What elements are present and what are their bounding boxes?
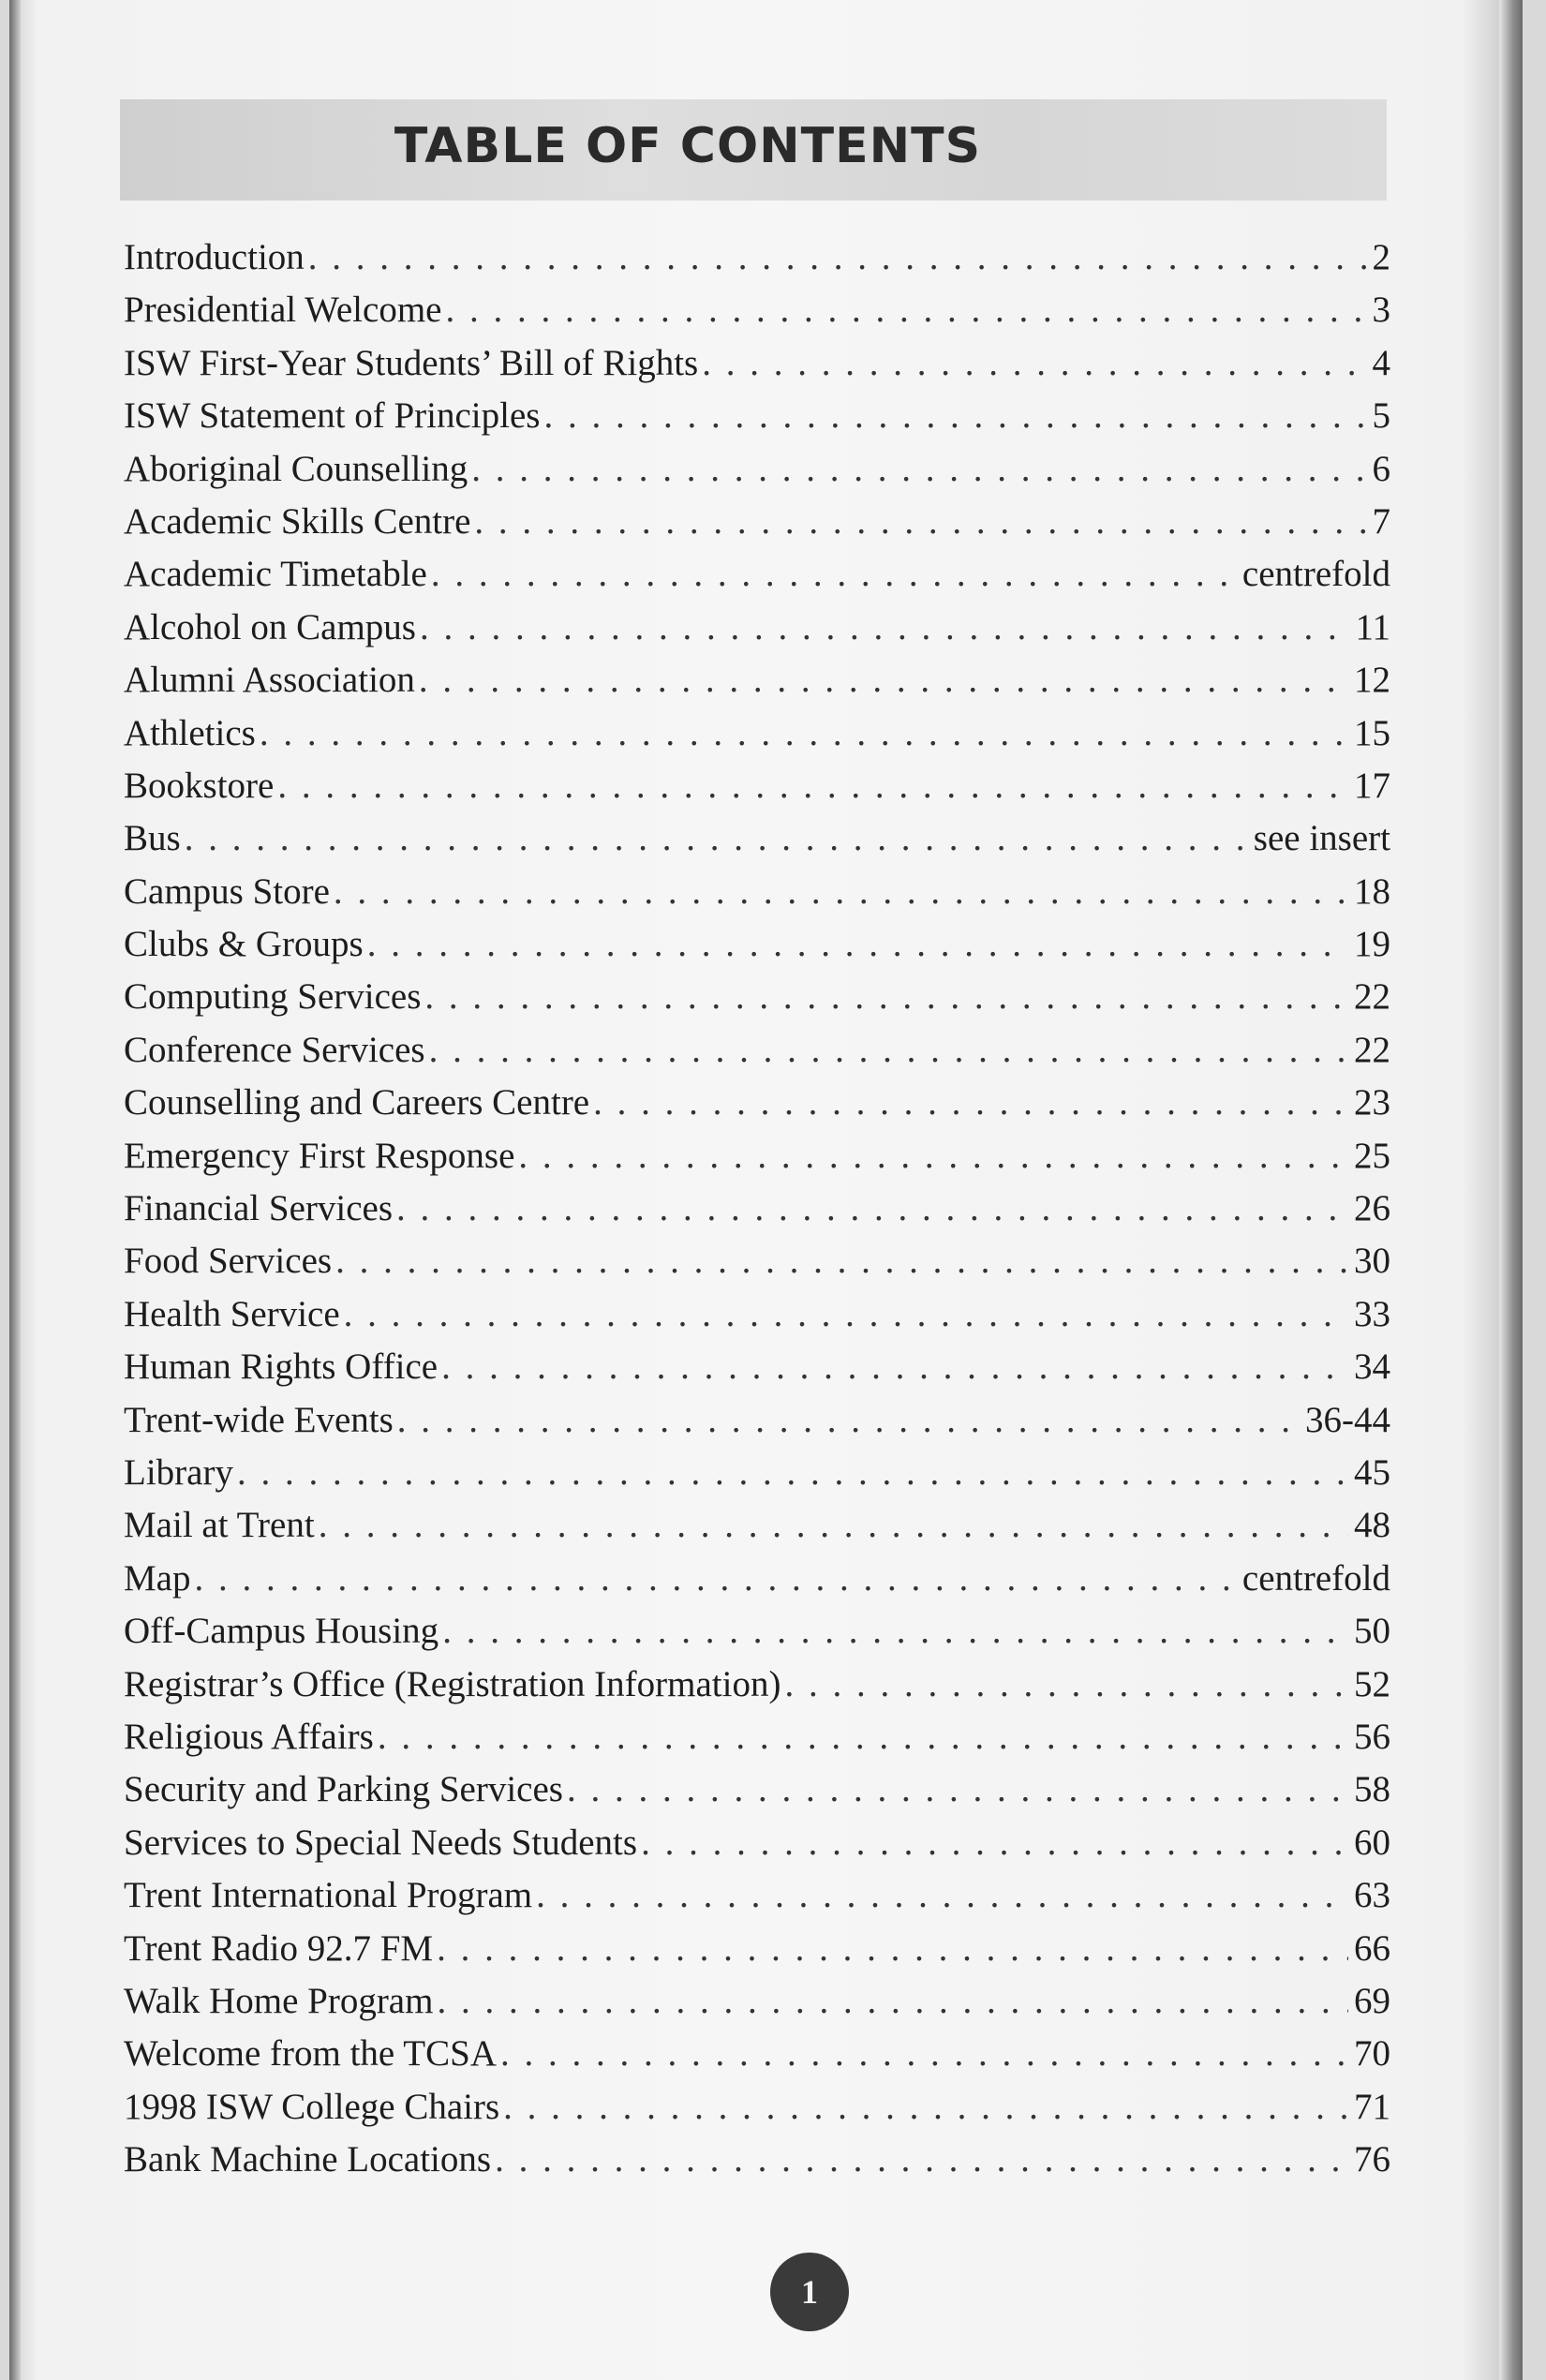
toc-entry-label: Security and Parking Services bbox=[124, 1769, 563, 1810]
dot-leader bbox=[518, 1130, 1348, 1183]
dot-leader bbox=[641, 1817, 1348, 1869]
toc-entry bbox=[124, 707, 1390, 760]
toc-entry-page: 25 bbox=[1354, 1135, 1390, 1176]
dot-leader bbox=[419, 654, 1348, 707]
toc-entry-label: Trent Radio 92.7 FM bbox=[124, 1927, 434, 1969]
toc-entry-label: Alcohol on Campus bbox=[124, 606, 416, 647]
toc-entry-label: Bookstore bbox=[124, 765, 275, 806]
toc-entry-page: 70 bbox=[1354, 2033, 1390, 2075]
toc-entry-label: Off-Campus Housing bbox=[124, 1611, 439, 1652]
toc-entry-label: Academic Skills Centre bbox=[124, 500, 471, 542]
toc-entry bbox=[124, 1288, 1390, 1341]
toc-entry-label: ISW First-Year Students’ Bill of Rights bbox=[124, 342, 699, 383]
toc-entry-page: 30 bbox=[1354, 1241, 1390, 1282]
toc-entry-page: 36-44 bbox=[1305, 1399, 1390, 1440]
dot-leader bbox=[536, 1869, 1348, 1922]
dot-leader bbox=[442, 1605, 1348, 1658]
toc-entry-label: Registrar’s Office (Registration Information) bbox=[124, 1663, 781, 1704]
toc-entry-label: Human Rights Office bbox=[124, 1346, 439, 1388]
toc-entry-label: Athletics bbox=[124, 712, 256, 753]
toc-entry-label: Aboriginal Counselling bbox=[124, 448, 468, 489]
dot-leader bbox=[397, 1394, 1300, 1447]
toc-entry-page: see insert bbox=[1253, 818, 1390, 859]
toc-entry bbox=[124, 2081, 1390, 2134]
toc-entry-page: 6 bbox=[1372, 448, 1390, 489]
toc-entry-label: Health Service bbox=[124, 1293, 340, 1334]
toc-entry-label: Emergency First Response bbox=[124, 1135, 515, 1176]
toc-entry-page: 71 bbox=[1354, 2086, 1390, 2127]
toc-entry-label: Clubs & Groups bbox=[124, 924, 364, 965]
toc-entry bbox=[124, 654, 1390, 707]
toc-entry-page: centrefold bbox=[1241, 1557, 1390, 1599]
toc-entry bbox=[124, 1975, 1390, 2028]
toc-entry-label: ISW Statement of Principles bbox=[124, 395, 541, 437]
dot-leader bbox=[702, 337, 1366, 390]
toc-entry-page: 3 bbox=[1372, 290, 1390, 331]
toc-entry-label: Walk Home Program bbox=[124, 1980, 434, 2021]
dot-leader bbox=[319, 1499, 1348, 1552]
toc-entry-label: 1998 ISW College Chairs bbox=[124, 2086, 500, 2127]
toc-entry-label: Alumni Association bbox=[124, 660, 415, 701]
toc-entry bbox=[124, 337, 1390, 390]
dot-leader bbox=[344, 1288, 1348, 1341]
toc-entry bbox=[124, 548, 1390, 601]
toc-entry bbox=[124, 812, 1390, 865]
toc-entry-label: Computing Services bbox=[124, 976, 422, 1018]
toc-entry-label: Services to Special Needs Students bbox=[124, 1822, 638, 1863]
dot-leader bbox=[431, 548, 1237, 601]
dot-leader bbox=[429, 1024, 1348, 1077]
toc-entry-label: Food Services bbox=[124, 1241, 333, 1282]
page-number: 1 bbox=[770, 2253, 849, 2331]
toc-entry-page: 34 bbox=[1354, 1346, 1390, 1388]
toc-entry bbox=[124, 1923, 1390, 1975]
toc-entry-page: centrefold bbox=[1241, 554, 1390, 595]
toc-entry bbox=[124, 284, 1390, 336]
dot-leader bbox=[495, 2134, 1348, 2186]
toc-entry-label: Trent-wide Events bbox=[124, 1399, 394, 1440]
toc-entry bbox=[124, 1341, 1390, 1393]
toc-entry-page: 17 bbox=[1354, 765, 1390, 806]
toc-entry-page: 69 bbox=[1354, 1980, 1390, 2021]
toc-entry-page: 19 bbox=[1354, 924, 1390, 965]
dot-leader bbox=[437, 1975, 1348, 2028]
toc-entry-page: 33 bbox=[1354, 1293, 1390, 1334]
dot-leader bbox=[335, 1235, 1348, 1287]
toc-entry-label: Campus Store bbox=[124, 870, 330, 912]
toc-entry bbox=[124, 760, 1390, 812]
toc-entry-page: 11 bbox=[1355, 606, 1390, 647]
dot-leader bbox=[503, 2081, 1348, 2134]
toc-entry bbox=[124, 971, 1390, 1023]
toc-entry-page: 76 bbox=[1354, 2139, 1390, 2180]
dot-leader bbox=[334, 866, 1348, 918]
dot-leader bbox=[195, 1553, 1237, 1605]
dot-leader bbox=[471, 443, 1366, 496]
toc-entry-label: Bus bbox=[124, 818, 181, 859]
dot-leader bbox=[424, 971, 1348, 1023]
dot-leader bbox=[237, 1447, 1348, 1499]
toc-entry bbox=[124, 1077, 1390, 1129]
toc-entry bbox=[124, 1553, 1390, 1605]
toc-entry-page: 26 bbox=[1354, 1188, 1390, 1229]
toc-entry-label: Financial Services bbox=[124, 1188, 393, 1229]
page-right-edge bbox=[1499, 0, 1523, 2380]
toc-entry bbox=[124, 1447, 1390, 1499]
toc-entry-label: Welcome from the TCSA bbox=[124, 2033, 497, 2075]
dot-leader bbox=[500, 2028, 1348, 2080]
dot-leader bbox=[567, 1763, 1348, 1816]
toc-entry bbox=[124, 2134, 1390, 2186]
toc-entry bbox=[124, 1659, 1390, 1711]
toc-entry-label: Trent International Program bbox=[124, 1875, 533, 1916]
toc-entry-page: 22 bbox=[1354, 1029, 1390, 1070]
toc-entry-page: 48 bbox=[1354, 1505, 1390, 1546]
toc-entry bbox=[124, 1235, 1390, 1287]
dot-leader bbox=[420, 602, 1349, 654]
toc-entry-page: 45 bbox=[1354, 1451, 1390, 1493]
toc-entry bbox=[124, 1869, 1390, 1922]
toc-entry-label: Mail at Trent bbox=[124, 1505, 315, 1546]
toc-entry-page: 52 bbox=[1354, 1663, 1390, 1704]
toc-entry bbox=[124, 1394, 1390, 1447]
toc-entry-label: Counselling and Careers Centre bbox=[124, 1082, 590, 1123]
toc-entry-label: Library bbox=[124, 1451, 233, 1493]
dot-leader bbox=[185, 812, 1248, 865]
toc-entry-page: 58 bbox=[1354, 1769, 1390, 1810]
toc-entry bbox=[124, 231, 1390, 284]
document-page bbox=[9, 0, 1523, 2380]
toc-entry bbox=[124, 1024, 1390, 1077]
dot-leader bbox=[441, 1341, 1348, 1393]
dot-leader bbox=[378, 1711, 1348, 1763]
toc-entry bbox=[124, 866, 1390, 918]
toc-entry-label: Religious Affairs bbox=[124, 1716, 374, 1757]
toc-entry-page: 5 bbox=[1372, 395, 1390, 437]
dot-leader bbox=[308, 231, 1367, 284]
dot-leader bbox=[593, 1077, 1348, 1129]
toc-entry-label: Map bbox=[124, 1557, 191, 1599]
dot-leader bbox=[277, 760, 1348, 812]
toc-entry-page: 23 bbox=[1354, 1082, 1390, 1123]
toc-entry-label: Bank Machine Locations bbox=[124, 2139, 492, 2180]
dot-leader bbox=[543, 390, 1366, 442]
toc-entry-page: 2 bbox=[1372, 237, 1390, 277]
toc-entry bbox=[124, 2028, 1390, 2080]
dot-leader bbox=[474, 496, 1366, 548]
toc-entry bbox=[124, 1130, 1390, 1183]
toc-entry-page: 15 bbox=[1354, 712, 1390, 753]
toc-entry bbox=[124, 496, 1390, 548]
toc-entry-label: Conference Services bbox=[124, 1029, 425, 1070]
toc-entry bbox=[124, 1183, 1390, 1235]
toc-entry-label: Presidential Welcome bbox=[124, 290, 442, 331]
toc-entry bbox=[124, 1711, 1390, 1763]
toc-entry-page: 50 bbox=[1354, 1611, 1390, 1652]
toc-entry-page: 4 bbox=[1372, 342, 1390, 383]
toc-entry bbox=[124, 1605, 1390, 1658]
toc-entry-page: 60 bbox=[1354, 1822, 1390, 1863]
title-banner bbox=[120, 99, 1387, 201]
toc-entry-page: 63 bbox=[1354, 1875, 1390, 1916]
toc-entry bbox=[124, 1499, 1390, 1552]
dot-leader bbox=[396, 1183, 1348, 1235]
toc-entry-page: 18 bbox=[1354, 870, 1390, 912]
toc-entry-page: 56 bbox=[1354, 1716, 1390, 1757]
toc-entry bbox=[124, 390, 1390, 442]
toc-entry bbox=[124, 1817, 1390, 1869]
table-of-contents bbox=[124, 231, 1390, 2186]
toc-entry bbox=[124, 602, 1390, 654]
toc-entry-label: Introduction bbox=[124, 237, 305, 277]
toc-entry-page: 12 bbox=[1354, 660, 1390, 701]
toc-entry-page: 66 bbox=[1354, 1927, 1390, 1969]
page-left-edge bbox=[9, 0, 21, 2380]
toc-entry-label: Academic Timetable bbox=[124, 554, 427, 595]
page-title: TABLE OF CONTENTS bbox=[394, 118, 982, 174]
dot-leader bbox=[260, 707, 1348, 760]
toc-entry bbox=[124, 918, 1390, 971]
dot-leader bbox=[784, 1659, 1348, 1711]
toc-entry-page: 22 bbox=[1354, 976, 1390, 1018]
dot-leader bbox=[445, 284, 1366, 336]
toc-entry bbox=[124, 443, 1390, 496]
toc-entry-page: 7 bbox=[1372, 500, 1390, 542]
dot-leader bbox=[437, 1923, 1348, 1975]
dot-leader bbox=[367, 918, 1348, 971]
toc-entry bbox=[124, 1763, 1390, 1816]
